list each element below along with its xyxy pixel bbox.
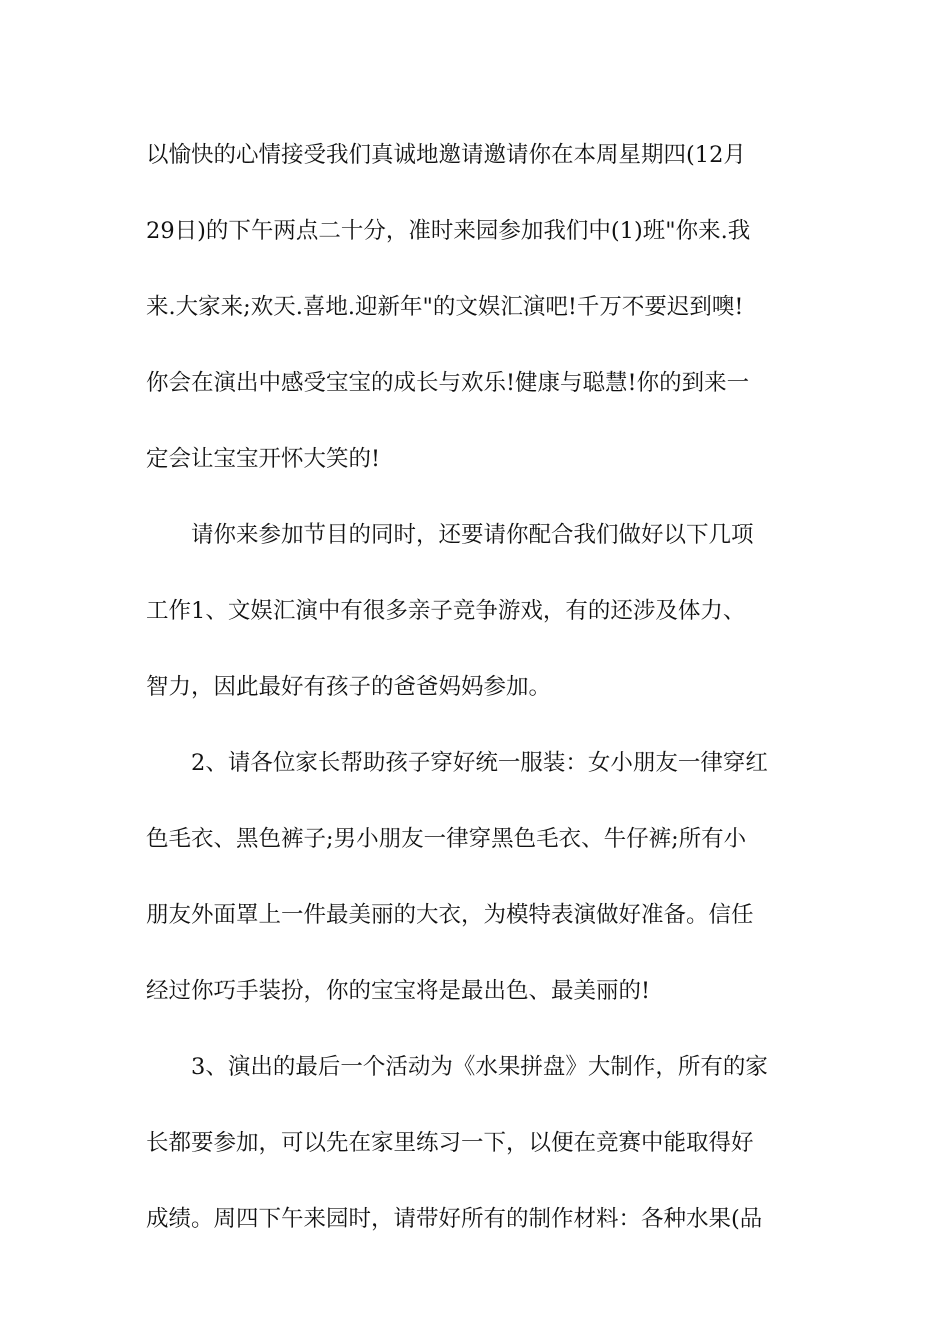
paragraph-fruit-platter — [146, 1040, 806, 1268]
text-line: 3、演出的最后一个活动为《水果拼盘》大制作，所有的家 — [191, 1054, 768, 1080]
text-line: 长都要参加，可以先在家里练习一下，以便在竞赛中能取得好 — [146, 1130, 754, 1156]
text-line: 以愉快的心情接受我们真诚地邀请邀请你在本周星期四(12月 — [146, 142, 746, 168]
text-line: 色毛衣、黑色裤子;男小朋友一律穿黑色毛衣、牛仔裤;所有小 — [146, 826, 747, 852]
text-line: 工作1、文娱汇演中有很多亲子竞争游戏，有的还涉及体力、 — [146, 598, 746, 624]
paragraph-clothing — [146, 736, 806, 1040]
document-body — [146, 128, 806, 1268]
text-line: 你会在演出中感受宝宝的成长与欢乐!健康与聪慧!你的到来一 — [146, 370, 750, 396]
text-line: 来.大家来;欢天.喜地.迎新年"的文娱汇演吧!千万不要迟到噢! — [146, 294, 744, 320]
text-line: 29日)的下午两点二十分，准时来园参加我们中(1)班"你来.我 — [146, 218, 751, 244]
text-line: 定会让宝宝开怀大笑的! — [146, 446, 381, 472]
text-line: 成绩。周四下午来园时，请带好所有的制作材料：各种水果(品 — [146, 1206, 763, 1232]
text-line: 经过你巧手装扮，你的宝宝将是最出色、最美丽的! — [146, 978, 651, 1004]
text-line: 2、请各位家长帮助孩子穿好统一服装：女小朋友一律穿红 — [191, 750, 768, 776]
text-line: 朋友外面罩上一件最美丽的大衣，为模特表演做好准备。信任 — [146, 902, 754, 928]
text-line: 智力，因此最好有孩子的爸爸妈妈参加。 — [146, 674, 552, 700]
paragraph-cooperation — [146, 508, 806, 736]
text-line: 请你来参加节目的同时，还要请你配合我们做好以下几项 — [191, 522, 754, 548]
paragraph-invitation — [146, 128, 806, 508]
